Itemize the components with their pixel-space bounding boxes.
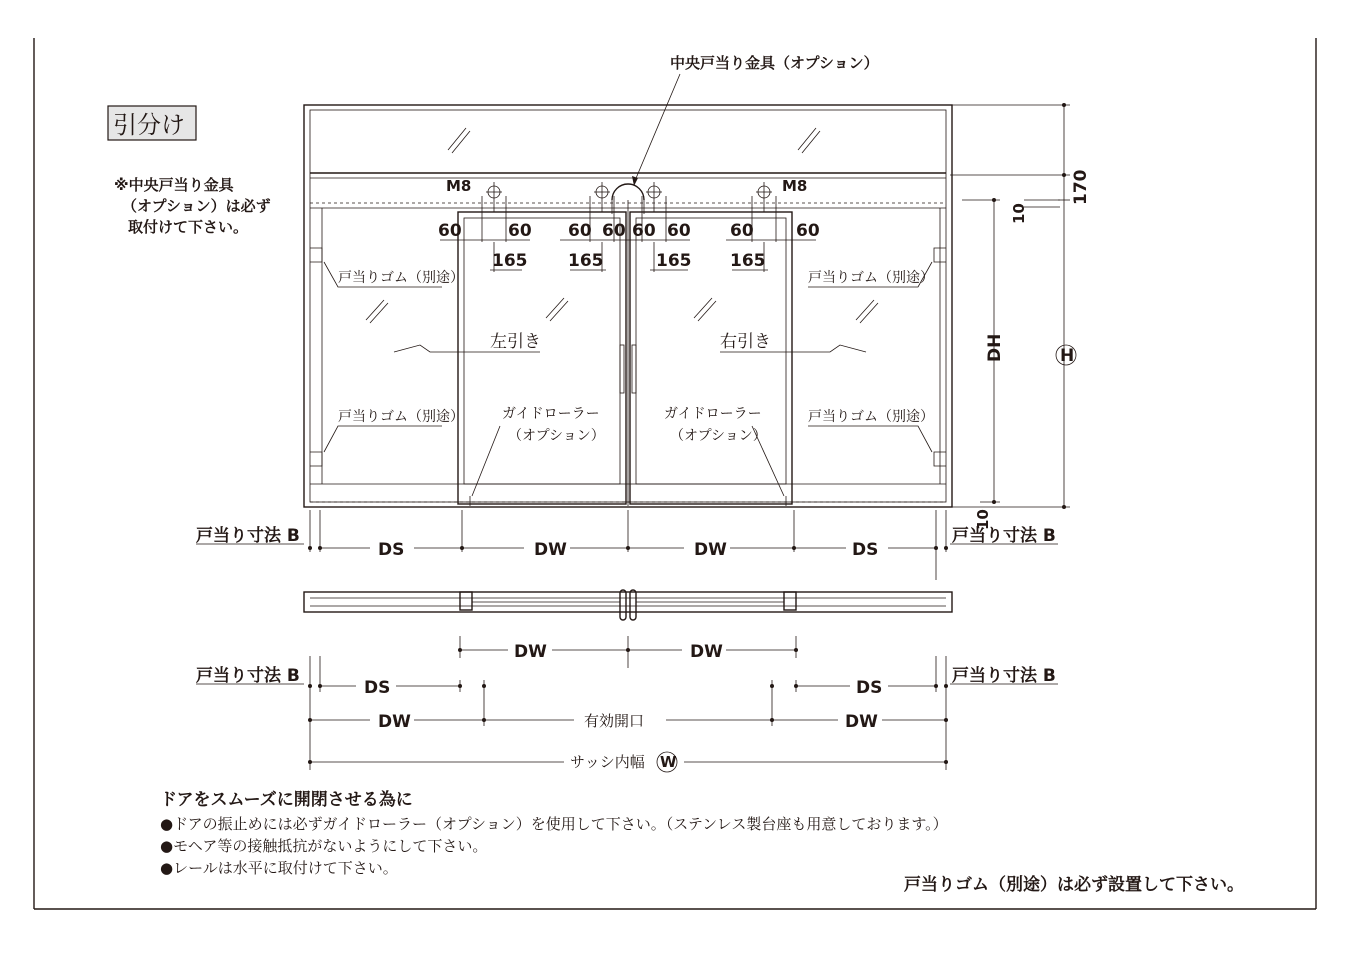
note-line-3: 取付けて下さい。 bbox=[128, 218, 249, 236]
w-mark: W bbox=[660, 753, 677, 771]
left-slide-label: 左引き bbox=[490, 332, 541, 352]
dim-60-5: 60 bbox=[632, 221, 656, 241]
dw-4l: DW bbox=[378, 712, 411, 732]
footer-note: 戸当りゴム（別途）は必ず設置して下さい。 bbox=[904, 875, 1244, 895]
height-dims bbox=[950, 103, 1070, 509]
notes-item-1: ●ドアの振止めには必ずガイドローラー（オプション）を使用して下さい。（ステンレス製台座も用意しております。） bbox=[160, 815, 948, 833]
center-stop-label: 中央戸当り金具（オプション） bbox=[670, 54, 879, 72]
right-slide-label: 右引き bbox=[720, 332, 771, 352]
guide-roller-option-left: （オプション） bbox=[508, 428, 605, 444]
dim-60-3: 60 bbox=[568, 221, 592, 241]
notes-item-2: ●モヘア等の接触抵抗がないようにして下さい。 bbox=[160, 837, 488, 855]
dim-170: 170 bbox=[1071, 169, 1091, 205]
dim-10-bottom: 10 bbox=[974, 509, 992, 530]
m8-label-left: M8 bbox=[446, 177, 472, 195]
door-stop-dim-b-2r: 戸当り寸法 B bbox=[952, 666, 1056, 686]
width-dims-row1 bbox=[196, 510, 1058, 580]
ds-1r: DS bbox=[852, 540, 879, 560]
note-line-1: ※中央戸当り金具 bbox=[114, 176, 234, 194]
dim-165-2: 165 bbox=[568, 251, 604, 271]
stop-rubber-label-tl: 戸当りゴム（別途） bbox=[338, 270, 464, 286]
notes-item-3: ●レールは水平に取付けて下さい。 bbox=[160, 859, 398, 877]
dim-10-top: 10 bbox=[1010, 203, 1028, 224]
elevation-view bbox=[304, 105, 952, 507]
ds-1l: DS bbox=[378, 540, 405, 560]
dim-60-1: 60 bbox=[438, 221, 462, 241]
note-line-2: （オプション）は必ず bbox=[122, 197, 271, 215]
dim-dh: DH bbox=[985, 333, 1005, 362]
dw-1r: DW bbox=[694, 540, 727, 560]
dw-2l: DW bbox=[514, 642, 547, 662]
sash-width-label: サッシ内幅 bbox=[570, 753, 645, 771]
center-stop-leader bbox=[634, 74, 680, 183]
dim-165-3: 165 bbox=[656, 251, 692, 271]
dim-165-1: 165 bbox=[492, 251, 528, 271]
notes-heading: ドアをスムーズに開閉させる為に bbox=[160, 790, 413, 810]
m8-bolts bbox=[486, 182, 772, 212]
title-label: 引分け bbox=[113, 111, 185, 139]
door-stop-dim-b-2l: 戸当り寸法 B bbox=[196, 666, 300, 686]
dim-165-4: 165 bbox=[730, 251, 766, 271]
dim-60-8: 60 bbox=[796, 221, 820, 241]
effective-opening-label: 有効開口 bbox=[584, 712, 645, 730]
door-stop-dim-b-1r: 戸当り寸法 B bbox=[952, 526, 1056, 546]
stop-rubber-label-bl: 戸当りゴム（別途） bbox=[338, 409, 464, 425]
ds-3r: DS bbox=[856, 678, 883, 698]
guide-roller-option-right: （オプション） bbox=[670, 428, 767, 444]
dw-1l: DW bbox=[534, 540, 567, 560]
dw-4r: DW bbox=[845, 712, 878, 732]
m8-label-right: M8 bbox=[782, 177, 808, 195]
stop-rubber-label-br: 戸当りゴム（別途） bbox=[808, 409, 934, 425]
dim-60-7: 60 bbox=[730, 221, 754, 241]
guide-roller-label-left: ガイドローラー bbox=[502, 406, 600, 422]
door-stop-dim-b-1l: 戸当り寸法 B bbox=[196, 526, 300, 546]
width-dims-row2 bbox=[458, 636, 798, 668]
dim-60-6: 60 bbox=[667, 221, 691, 241]
guide-roller-label-right: ガイドローラー bbox=[664, 406, 762, 422]
stop-rubber-label-tr: 戸当りゴム（別途） bbox=[808, 270, 934, 286]
h-mark: H bbox=[1060, 346, 1075, 366]
ds-3l: DS bbox=[364, 678, 391, 698]
dim-60-2: 60 bbox=[508, 221, 532, 241]
plan-section bbox=[304, 590, 952, 620]
dw-2r: DW bbox=[690, 642, 723, 662]
dim-60-4: 60 bbox=[602, 221, 626, 241]
